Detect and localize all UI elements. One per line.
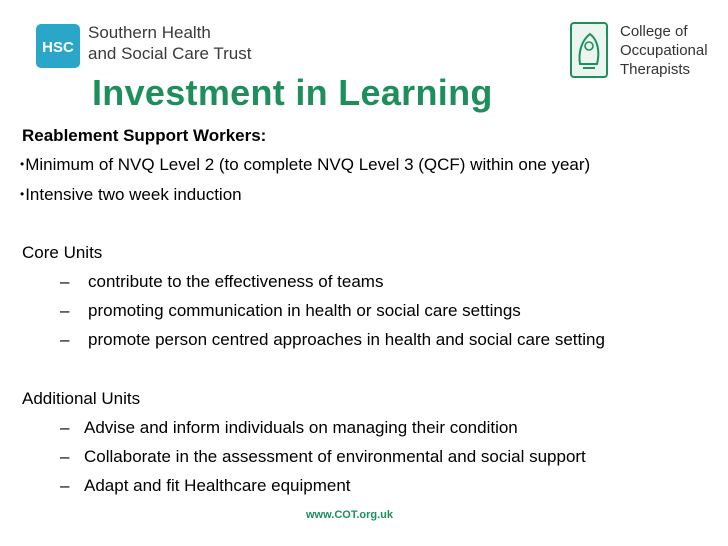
core-unit-item: – promoting communication in health or social care settings xyxy=(60,301,521,320)
additional-unit-item: – Advise and inform individuals on managing their condition xyxy=(60,418,518,437)
hsc-logo xyxy=(36,24,80,68)
dash-icon: – xyxy=(60,301,70,320)
bullet-icon: • xyxy=(20,187,25,201)
slide-title: Investment in Learning xyxy=(92,72,493,113)
cot-emblem-icon xyxy=(570,22,608,78)
cot-name-line2: Occupational xyxy=(620,42,708,59)
footer-url: www.COT.org.uk xyxy=(306,509,393,521)
bullet-item: •Minimum of NVQ Level 2 (to complete NVQ Level 3 (QCF) within one year) xyxy=(20,155,591,174)
core-unit-item: – promote person centred approaches in health and social care setting xyxy=(60,330,605,349)
hsc-badge-text: HSC xyxy=(42,39,74,56)
core-unit-item: – contribute to the effectiveness of teams xyxy=(60,272,384,291)
section-heading: Reablement Support Workers: xyxy=(22,126,267,145)
hsc-name-line1: Southern Health xyxy=(88,23,211,42)
additional-units-label: Additional Units xyxy=(22,389,141,408)
dash-icon: – xyxy=(60,272,70,291)
dash-icon: – xyxy=(60,476,70,495)
bullet-icon: • xyxy=(20,157,25,171)
additional-unit-item: – Collaborate in the assessment of environmental and social support xyxy=(60,447,586,466)
core-units-label: Core Units xyxy=(22,243,103,262)
hsc-organisation-name xyxy=(88,22,251,64)
cot-organisation-name xyxy=(620,22,708,79)
dash-icon: – xyxy=(60,447,70,466)
hsc-name-line2: and Social Care Trust xyxy=(88,44,252,63)
bullet-item: •Intensive two week induction xyxy=(20,185,242,204)
dash-icon: – xyxy=(60,330,70,349)
cot-name-line3: Therapists xyxy=(620,61,691,78)
dash-icon: – xyxy=(60,418,70,437)
cot-name-line1: College of xyxy=(620,23,688,40)
additional-unit-item: – Adapt and fit Healthcare equipment xyxy=(60,476,351,495)
